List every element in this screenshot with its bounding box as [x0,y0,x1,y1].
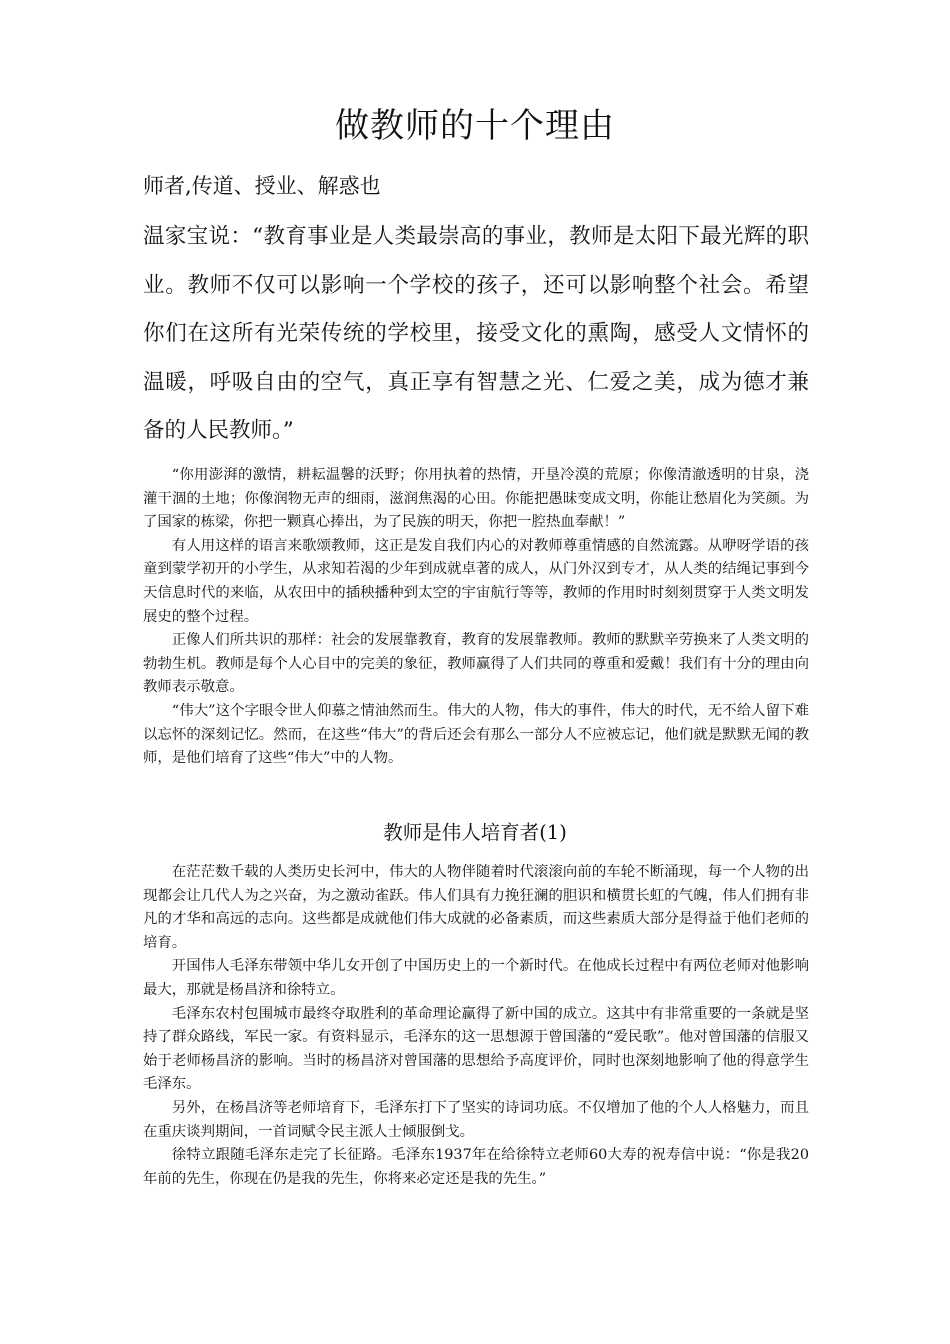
document-subtitle: 师者,传道、授业、解惑也 [143,174,381,198]
section-paragraph: 开国伟人毛泽东带领中华儿女开创了中国历史上的一个新时代。在他成长过程中有两位老师对他影响最大，那就是杨昌济和徐特立。 [143,958,809,998]
section-heading: 教师是伟人培育者(1) [383,821,567,844]
section-body [143,861,809,1191]
intro-section [143,464,809,771]
document-title: 做教师的十个理由 [335,106,615,146]
section-paragraph: 毛泽东农村包围城市最终夺取胜利的革命理论赢得了新中国的成立。这其中有非常重要的一条就是坚持了群众路线，军民一家。有资料显示，毛泽东的这一思想源于曾国藩的“爱民歌”。他对曾国藩的信服又始于老师杨昌济的影响。当时的杨昌济对曾国藩的思想给予高度评价，同时也深刻地影响了他的得意学生毛泽东。 [143,1005,809,1093]
lead-quote: 温家宝说：“教育事业是人类最崇高的事业，教师是太阳下最光辉的职业。教师不仅可以影响一个学校的孩子，还可以影响整个社会。希望你们在这所有光荣传统的学校里，接受文化的熏陶，感受人文情怀的温暖，呼吸自由的空气，真正享有智慧之光、仁爱之美，成为德才兼备的人民教师。” [143,224,809,443]
intro-paragraph: “你用澎湃的激情，耕耘温馨的沃野；你用执着的热情，开垦冷漠的荒原；你像清澈透明的甘泉，浇灌干涸的土地；你像润物无声的细雨，滋润焦渴的心田。你能把愚昧变成文明，你能让愁眉化为笑颜。为了国家的栋梁，你把一颗真心捧出，为了民族的明天，你把一腔热血奉献！” [143,467,809,531]
section-paragraph: 徐特立跟随毛泽东走完了长征路。毛泽东1937年在给徐特立老师60大寿的祝寿信中说：“你是我20年前的先生，你现在仍是我的先生，你将来必定还是我的先生。” [143,1147,809,1187]
intro-paragraph: “伟大”这个字眼令世人仰慕之情油然而生。伟大的人物，伟大的事件，伟大的时代，无不给人留下难以忘怀的深刻记忆。然而，在这些“伟大”的背后还会有那么一部分人不应被忘记，他们就是默默无闻的教师，是他们培育了这些“伟大”中的人物。 [143,702,809,767]
section-paragraph: 在茫茫数千载的人类历史长河中，伟大的人物伴随着时代滚滚向前的车轮不断涌现，每一个人物的出现都会让几代人为之兴奋，为之激动雀跃。伟人们具有力挽狂澜的胆识和横贯长虹的气魄，伟人们拥有非凡的才华和高远的志向。这些都是成就他们伟大成就的必备素质，而这些素质大部分是得益于他们老师的培育。 [143,864,809,951]
section-paragraph: 另外，在杨昌济等老师培育下，毛泽东打下了坚实的诗词功底。不仅增加了他的个人人格魅力，而且在重庆谈判期间，一首词赋令民主派人士倾服倒戈。 [143,1099,809,1140]
intro-paragraph: 正像人们所共识的那样：社会的发展靠教育，教育的发展靠教师。教师的默默辛劳换来了人类文明的勃勃生机。教师是每个人心目中的完美的象征，教师赢得了人们共同的尊重和爱戴！我们有十分的理由向教师表示敬意。 [143,632,809,696]
intro-paragraph: 有人用这样的语言来歌颂教师，这正是发自我们内心的对教师尊重情感的自然流露。从咿呀学语的孩童到蒙学初开的小学生，从求知若渴的少年到成就卓著的成人，从门外汉到专才，从人类的结绳记事到今天信息时代的来临，从农田中的插秧播种到太空的宇宙航行等等，教师的作用时时刻刻贯穿于人类文明发展史的整个过程。 [143,537,809,625]
